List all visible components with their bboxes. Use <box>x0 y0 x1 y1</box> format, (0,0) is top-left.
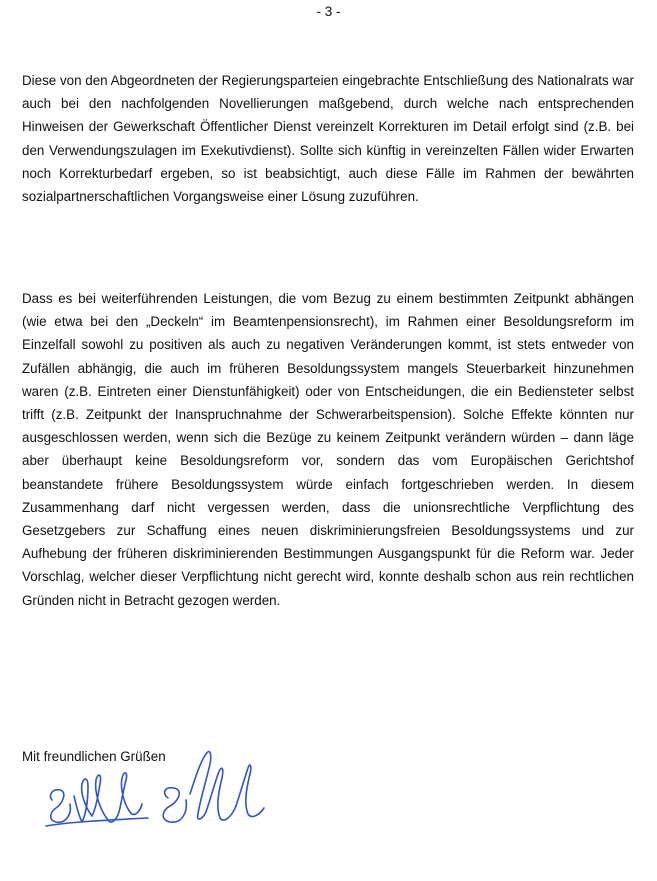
body-paragraph-1: Diese von den Abgeordneten der Regierungsparteien eingebrachte Entschließung des Nationalrats war auch bei den nachfolgenden Novellierungen maßgebend, durch welche nach entsprechenden Hinweisen der Gewerkschaft Öffentlicher Dienst vereinzelt Korrekturen im Detail erfolgt sind (z.B. bei den Verwendungszulagen im Exekutivdienst). Sollte sich künftig in vereinzelten Fällen wider Erwarten noch Korrekturbedarf ergeben, so ist beabsichtigt, auch diese Fälle im Rahmen der bewährten sozialpartnerschaftlichen Vorgangsweise einer Lösung zuzuführen. <box>22 73 634 205</box>
page-number: - 3 - <box>316 4 341 19</box>
closing-salutation: Mit freundlichen Grüßen <box>22 749 166 764</box>
body-paragraph-2: Dass es bei weiterführenden Leistungen, die vom Bezug zu einem bestimmten Zeitpunkt abhängen (wie etwa bei den „Deckeln“ im Beamtenpensionsrecht), im Rahmen einer Besoldungsreform im Einzelfall sowohl zu positiven als auch zu negativen Veränderungen kommt, ist stets entweder von Zufällen abhängig, die auch im früheren Besoldungssystem mangels Steuerbarkeit hinzunehmen waren (z.B. Eintreten einer Dienstunfähigkeit) oder von Entscheidungen, die ein Bediensteter selbst trifft (z.B. Zeitpunkt der Inanspruchnahme der Schwerarbeitspension). Solche Effekte könnten nur ausgeschlossen werden, wenn sich die Bezüge zu keinem Zeitpunkt verändern würden – dann läge aber überhaupt keine Besoldungsreform vor, sondern das vom Europäischen Gerichtshof beanstandete frühere Besoldungssystem würde einfach fortgeschrieben werden. In diesem Zusammenhang darf nicht vergessen werden, dass die unionsrechtliche Verpflichtung des Gesetzgebers zur Schaffung eines neuen diskriminierungsfreien Besoldungssystems und zur Aufhebung der früheren diskriminierenden Bestimmungen Ausgangspunkt für die Reform war. Jeder Vorschlag, welcher dieser Verpflichtung nicht gerecht wird, konnte deshalb schon aus rein rechtlichen Gründen nicht in Betracht gezogen werden. <box>22 291 634 608</box>
handwritten-signature <box>38 738 278 853</box>
